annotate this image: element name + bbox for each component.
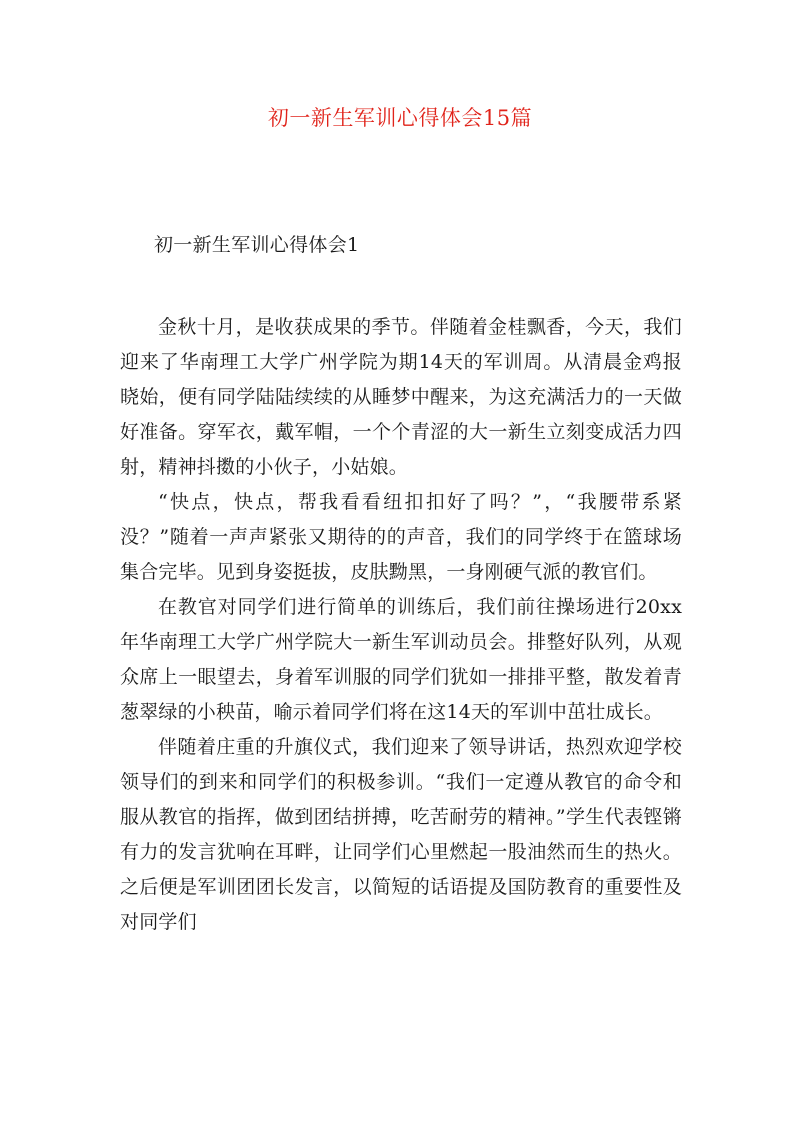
- paragraph-3: 在教官对同学们进行简单的训练后，我们前往操场进行20xx年华南理工大学广州学院大一新生军训动员会。排整好队列，从观众席上一眼望去，身着军训服的同学们犹如一排排平整，散发着青葱翠绿的小秧苗，喻示着同学们将在这14天的军训中茁壮成长。: [120, 596, 682, 723]
- section-heading: 初一新生军训心得体会1: [154, 234, 360, 256]
- paragraph-2: “快点，快点，帮我看看纽扣扣好了吗？”，“我腰带系紧没？”随着一声声紧张又期待的的声音，我们的同学终于在篮球场集合完毕。见到身姿挺拔，皮肤黝黑，一身刚硬气派的教官们。: [120, 491, 682, 583]
- body-text: [120, 310, 682, 940]
- document-title: 初一新生军训心得体会15篇: [267, 106, 533, 130]
- paragraph-4: 伴随着庄重的升旗仪式，我们迎来了领导讲话，热烈欢迎学校领导们的到来和同学们的积极参训。“我们一定遵从教官的命令和服从教官的指挥，做到团结拼搏，吃苦耐劳的精神。”学生代表铿锵有力的发言犹响在耳畔，让同学们心里燃起一股油然而生的热火。之后便是军训团团长发言，以简短的话语提及国防教育的重要性及对同学们: [120, 736, 682, 933]
- paragraph-1: 金秋十月，是收获成果的季节。伴随着金桂飘香，今天，我们迎来了华南理工大学广州学院为期14天的军训周。从清晨金鸡报晓始，便有同学陆陆续续的从睡梦中醒来，为这充满活力的一天做好准备。穿军衣，戴军帽，一个个青涩的大一新生立刻变成活力四射，精神抖擞的小伙子，小姑娘。: [120, 316, 682, 478]
